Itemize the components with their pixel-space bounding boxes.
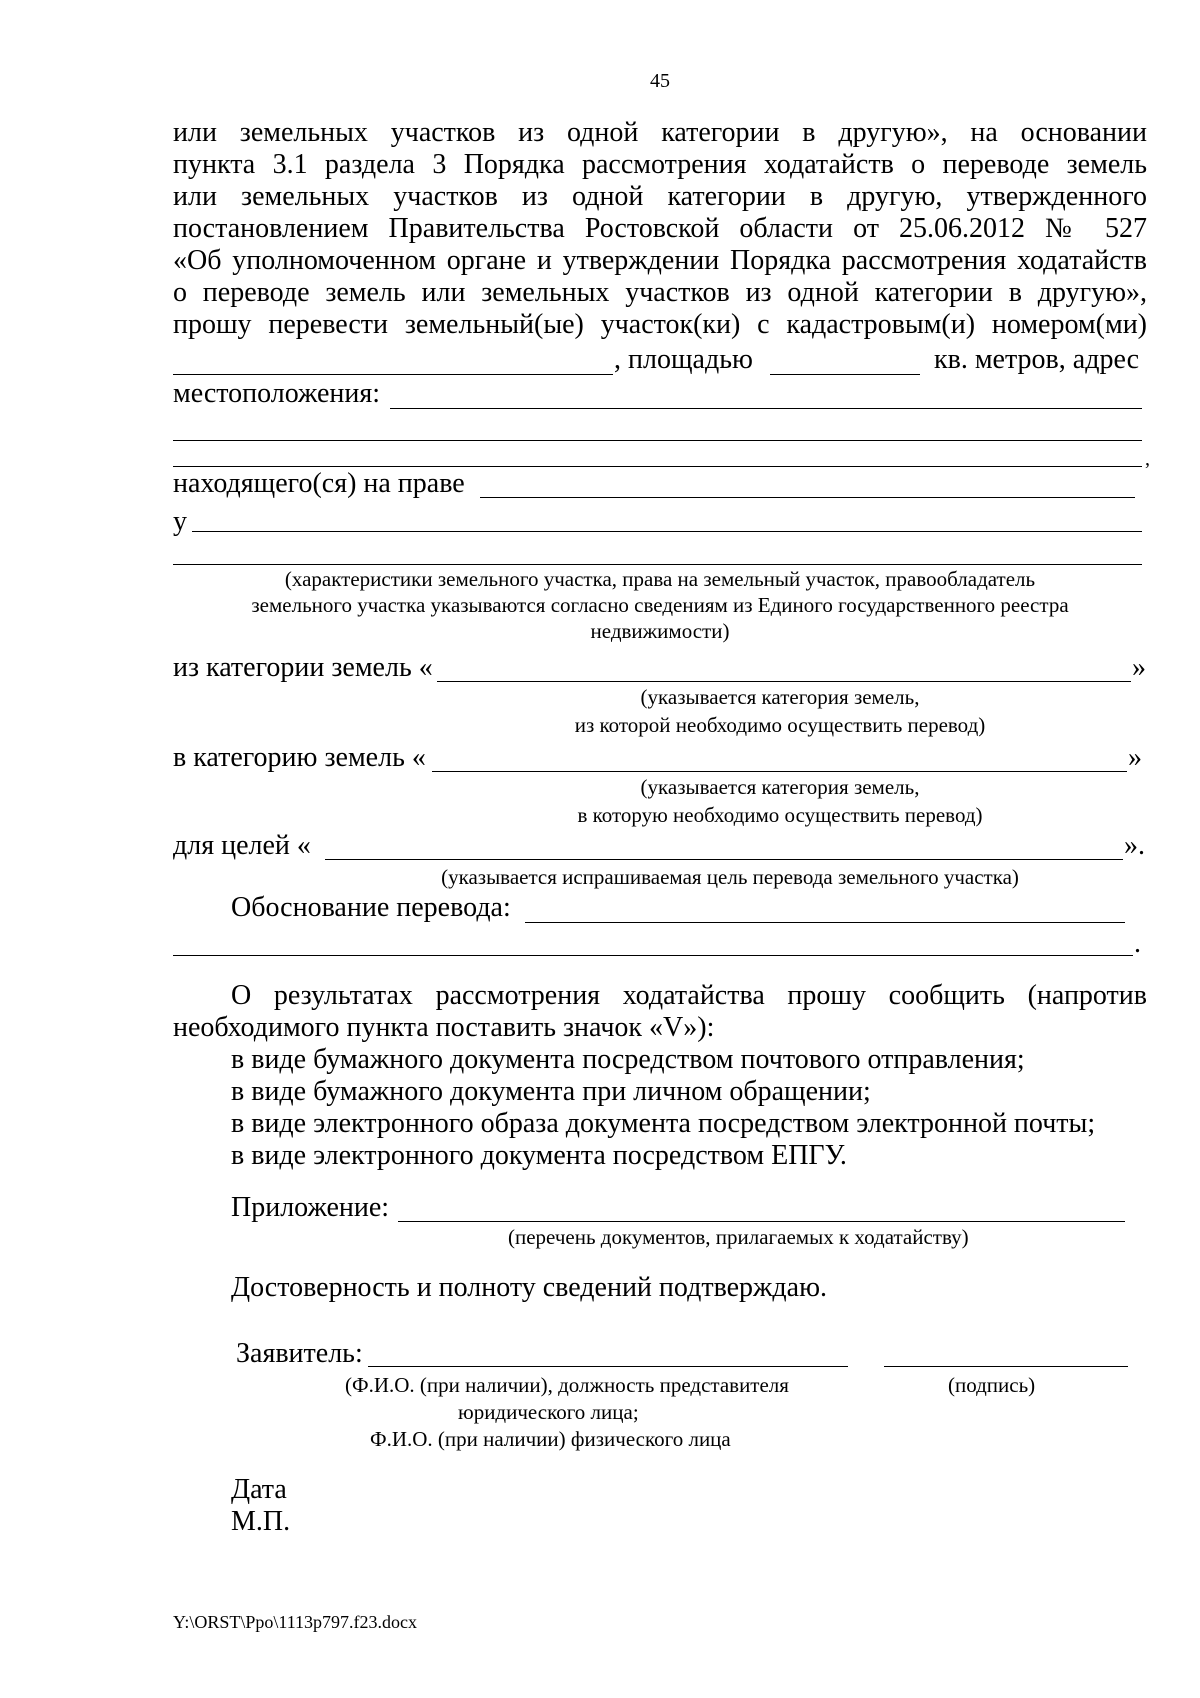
purpose-label: для целей « (173, 830, 311, 861)
signature-hint: (подпись) (948, 1373, 1036, 1397)
right-field[interactable] (480, 497, 1135, 498)
characteristics-hint-line-1: (характеристики земельного участка, права на земельный участок, правообладатель (284, 567, 1036, 591)
result-option-in-person[interactable]: в виде бумажного документа при личном обращении; (231, 1076, 871, 1107)
location-field-line-3[interactable] (173, 466, 1142, 467)
location-field-line-2[interactable] (173, 440, 1142, 441)
to-category-field[interactable] (432, 771, 1127, 772)
attachment-hint: (перечень документов, прилагаемых к ходатайству) (508, 1225, 969, 1249)
applicant-name-hint-line-2: юридического лица; (458, 1400, 639, 1424)
applicant-label: Заявитель: (236, 1338, 363, 1369)
from-category-field[interactable] (437, 681, 1131, 682)
purpose-close: ». (1124, 830, 1145, 861)
purpose-field[interactable] (325, 859, 1123, 860)
justification-field-line-2[interactable] (173, 955, 1133, 956)
confirmation-text: Достоверность и полноту сведений подтверждаю. (231, 1272, 827, 1303)
right-label: находящего(ся) на праве (173, 468, 465, 499)
paragraph-line-1: или земельных участков из одной категории в другую», на основании (173, 117, 1147, 148)
from-category-close: » (1132, 652, 1146, 683)
paragraph-line-5: «Об уполномоченном органе и утверждении Порядка рассмотрения ходатайств (173, 245, 1147, 276)
page-number: 45 (650, 70, 670, 92)
from-category-hint-line-2: из которой необходимо осуществить перевод) (574, 713, 986, 737)
justification-label: Обоснование перевода: (231, 892, 511, 923)
paragraph-line-3: или земельных участков из одной категории в другую, утвержденного (173, 181, 1147, 212)
result-option-epgu[interactable]: в виде электронного документа посредством ЕПГУ. (231, 1140, 847, 1171)
result-option-mail[interactable]: в виде бумажного документа посредством почтового отправления; (231, 1044, 1025, 1075)
applicant-name-hint-line-3: Ф.И.О. (при наличии) физического лица (370, 1427, 731, 1451)
to-category-label: в категорию земель « (173, 742, 426, 773)
paragraph-line-6: о переводе земель или земельных участков из одной категории в другую», (173, 277, 1147, 308)
holder-label: у (173, 506, 187, 537)
stamp-label: М.П. (231, 1506, 291, 1537)
holder-field-line-2[interactable] (173, 564, 1142, 565)
footer-file-path: Y:\ORST\Ppo\1113p797.f23.docx (173, 1612, 418, 1632)
cadastral-number-field[interactable] (173, 374, 613, 375)
from-category-hint-line-1: (указывается категория земель, (640, 685, 920, 709)
to-category-close: » (1128, 742, 1142, 773)
date-label: Дата (231, 1474, 287, 1505)
characteristics-hint-line-3: недвижимости) (590, 619, 730, 643)
holder-field-line-1[interactable] (192, 531, 1142, 532)
paragraph-line-7: прошу перевести земельный(ые) участок(ки) с кадастровым(и) номером(ми) (173, 309, 1147, 340)
paragraph-line-4: постановлением Правительства Ростовской области от 25.06.2012 № 527 (173, 213, 1147, 244)
signature-field[interactable] (884, 1366, 1128, 1367)
results-intro-line-1: О результатах рассмотрения ходатайства прошу сообщить (напротив (231, 980, 1147, 1011)
attachment-label: Приложение: (231, 1192, 390, 1223)
to-category-hint-line-2: в которую необходимо осуществить перевод) (577, 803, 983, 827)
area-label: , площадью (614, 344, 753, 375)
results-intro-line-2: необходимого пункта поставить значок «V»): (173, 1012, 715, 1043)
purpose-hint: (указывается испрашиваемая цель перевода земельного участка) (441, 865, 1019, 889)
area-field[interactable] (770, 374, 920, 375)
applicant-name-field[interactable] (368, 1366, 848, 1367)
justification-end: . (1134, 928, 1141, 959)
justification-field-line-1[interactable] (525, 922, 1125, 923)
paragraph-line-2: пункта 3.1 раздела 3 Порядка рассмотрения ходатайств о переводе земель (173, 149, 1147, 180)
result-option-email[interactable]: в виде электронного образа документа посредством электронной почты; (231, 1108, 1096, 1139)
to-category-hint-line-1: (указывается категория земель, (640, 775, 920, 799)
location-field-line-1[interactable] (390, 408, 1142, 409)
characteristics-hint-line-2: земельного участка указываются согласно сведениям из Единого государственного реестра (251, 593, 1069, 617)
applicant-name-hint-line-1: (Ф.И.О. (при наличии), должность представителя (345, 1373, 789, 1397)
area-unit-label: кв. метров, адрес (934, 344, 1139, 375)
attachment-field[interactable] (398, 1221, 1125, 1222)
location-comma: , (1145, 448, 1150, 470)
location-label: местоположения: (173, 378, 381, 409)
from-category-label: из категории земель « (173, 652, 433, 683)
